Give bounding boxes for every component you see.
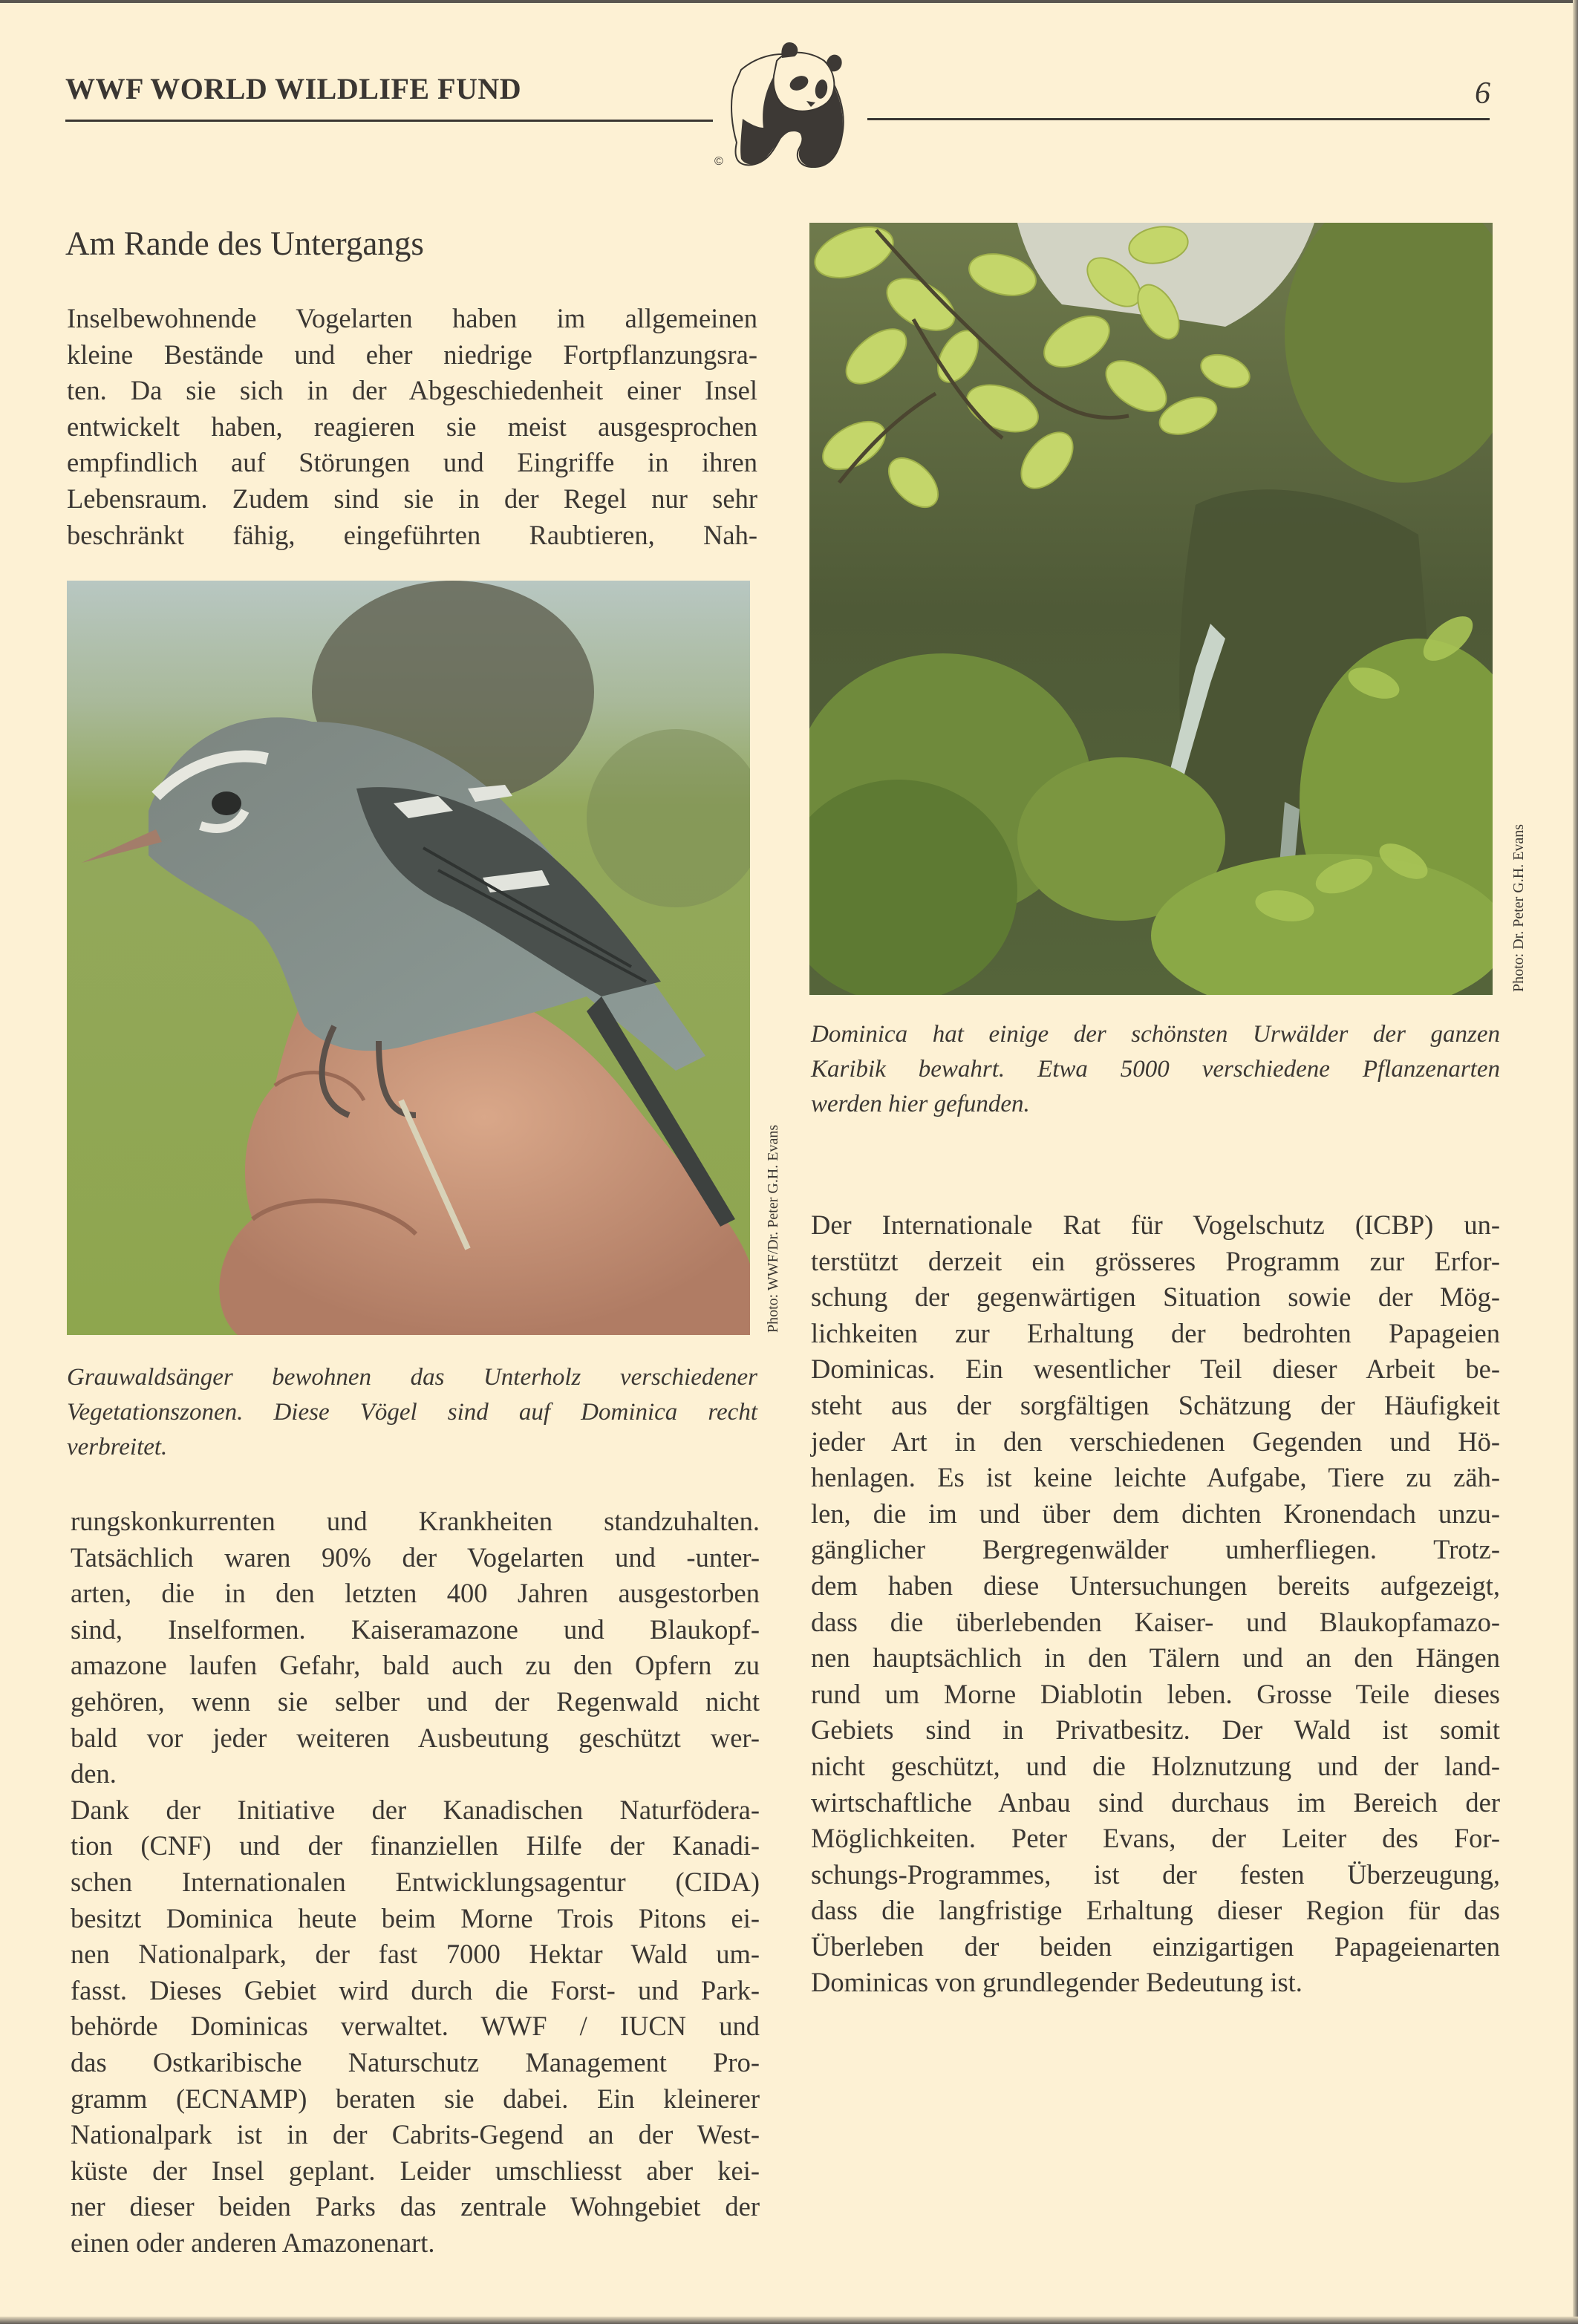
caption-line: Vegetationszonen. Diese Vögel sind auf Dominica recht — [67, 1399, 757, 1426]
text-line: henlagen. Es ist keine leichte Aufgabe, Tiere zu zäh- — [811, 1462, 1500, 1493]
text-line: behörde Dominicas verwaltet. WWF / IUCN und — [71, 2011, 760, 2042]
text-line: Dominicas. Ein wesentlicher Teil dieser Arbeit be- — [811, 1354, 1500, 1385]
text-line: Gebiets sind in Privatbesitz. Der Wald ist somit — [811, 1714, 1500, 1746]
text-line: Der Internationale Rat für Vogelschutz (ICBP) un- — [811, 1210, 1500, 1240]
text-line: schung der gegenwärtigen Situation sowie der Mög- — [811, 1282, 1500, 1313]
text-line: Nationalpark ist in der Cabrits-Gegend an der West- — [71, 2119, 760, 2150]
text-line: lichkeiten zur Erhaltung der bedrohten Papageien — [811, 1317, 1500, 1348]
text-line: den. — [71, 1758, 117, 1789]
text-line: gramm (ECNAMP) beraten sie dabei. Ein kleinerer — [71, 2083, 760, 2114]
bird-photo — [67, 581, 750, 1335]
text-line: rungskonkurrenten und Krankheiten standzuhalten. — [71, 1506, 760, 1536]
right-column-paragraph — [811, 1207, 1500, 2001]
text-line: beschränkt fähig, eingeführten Raubtieren, Nah- — [67, 519, 757, 550]
text-line: gehören, wenn sie selber und der Regenwald nicht — [71, 1685, 760, 1717]
header-title: WWF WORLD WILDLIFE FUND — [65, 72, 522, 105]
text-line: besitzt Dominica heute beim Morne Trois Pitons ei- — [71, 1902, 760, 1933]
caption-line: verbreitet. — [67, 1434, 168, 1460]
caption-line: werden hier gefunden. — [811, 1091, 1030, 1117]
rainforest-waterfall-image — [809, 223, 1493, 995]
text-line: terstützt derzeit ein grösseres Programm zur Erfor- — [811, 1245, 1500, 1276]
text-line: sind, Inselformen. Kaiseramazone und Blaukopf- — [71, 1613, 760, 1645]
text-line: nicht geschützt, und die Holznutzung und der land- — [811, 1750, 1500, 1781]
page-number: 6 — [1475, 76, 1490, 111]
text-line: Dominicas von grundlegender Bedeutung ist. — [811, 1967, 1302, 1998]
text-line: ten. Da sie sich in der Abgeschiedenheit einer Insel — [67, 375, 757, 406]
header-rule — [867, 118, 1490, 120]
text-line: Inselbewohnende Vogelarten haben im allgemeinen — [67, 303, 757, 333]
header-rule — [65, 120, 713, 122]
forest-caption — [811, 1017, 1500, 1122]
text-line: steht aus der sorgfältigen Schätzung der Häufigkeit — [811, 1389, 1500, 1420]
text-line: jeder Art in den verschiedenen Gegenden und Hö- — [811, 1426, 1500, 1457]
text-line: dass die überlebenden Kaiser- und Blaukopfamazo- — [811, 1606, 1500, 1637]
text-line: nen Nationalpark, der fast 7000 Hektar Wald um- — [71, 1939, 760, 1970]
text-line: kleine Bestände und eher niedrige Fortpflanzungsra- — [67, 339, 757, 370]
text-line: bald vor jeder weiteren Ausbeutung geschützt wer- — [71, 1722, 760, 1753]
text-line: Lebensraum. Zudem sind sie in der Regel nur sehr — [67, 483, 757, 514]
text-line: nen hauptsächlich in den Tälern und an den Hängen — [811, 1642, 1500, 1674]
text-line: gänglicher Bergregenwälder umherfliegen. Trotz- — [811, 1534, 1500, 1565]
wwf-panda-logo-icon — [711, 24, 857, 172]
logo-copyright: © — [714, 155, 723, 168]
text-line: tion (CNF) und der finanziellen Hilfe der Kanadi- — [71, 1830, 760, 1861]
text-line: arten, die in den letzten 400 Jahren ausgestorben — [71, 1578, 760, 1609]
caption-line: Grauwaldsänger bewohnen das Unterholz verschiedener — [67, 1364, 757, 1391]
scan-edge-bottom — [0, 2317, 1578, 2324]
text-line: Tatsächlich waren 90% der Vogelarten und -unter- — [71, 1541, 760, 1573]
text-line: len, die im und über dem dichten Kronendach unzu- — [811, 1498, 1500, 1529]
text-line: fasst. Dieses Gebiet wird durch die Forst- und Park- — [71, 1974, 760, 2005]
forest-photo-credit: Photo: Dr. Peter G.H. Evans — [1510, 823, 1527, 992]
text-line: Überleben der beiden einzigartigen Papageienarten — [811, 1930, 1500, 1962]
text-line: schen Internationalen Entwicklungsagentur (CIDA) — [71, 1866, 760, 1897]
text-line: einen oder anderen Amazonenart. — [71, 2227, 435, 2258]
forest-photo — [809, 223, 1493, 995]
text-line: dass die langfristige Erhaltung dieser Region für das — [811, 1895, 1500, 1926]
text-line: schungs-Programmes, ist der festen Überzeugung, — [811, 1858, 1500, 1890]
text-line: wirtschaftliche Anbau sind durchaus im Bereich der — [811, 1786, 1500, 1818]
caption-line: Dominica hat einige der schönsten Urwälder der ganzen — [811, 1021, 1500, 1048]
text-line: entwickelt haben, reagieren sie meist ausgesprochen — [67, 411, 757, 442]
bird-caption — [67, 1360, 757, 1465]
text-line: ner dieser beiden Parks das zentrale Wohngebiet der — [71, 2191, 760, 2222]
text-line: das Ostkaribische Naturschutz Management Pro- — [71, 2046, 760, 2077]
scan-edge-top — [0, 0, 1578, 3]
text-line: Dank der Initiative der Kanadischen Naturfödera- — [71, 1794, 760, 1825]
article-heading: Am Rande des Untergangs — [65, 225, 424, 262]
caption-line: Karibik bewahrt. Etwa 5000 verschiedene Pflanzenarten — [811, 1056, 1500, 1083]
text-line: Möglichkeiten. Peter Evans, der Leiter des For- — [811, 1823, 1500, 1854]
continued-paragraphs — [71, 1504, 760, 2261]
text-line: rund um Morne Diablotin leben. Grosse Teile dieses — [811, 1678, 1500, 1709]
scan-edge-right — [1573, 0, 1578, 2324]
bird-photo-credit: Photo: WWF/Dr. Peter G.H. Evans — [765, 1124, 781, 1333]
grey-warbler-image — [67, 581, 750, 1335]
text-line: küste der Insel geplant. Leider umschliesst aber kei- — [71, 2155, 760, 2186]
text-line: dem haben diese Untersuchungen bereits aufgezeigt, — [811, 1570, 1500, 1601]
text-line: amazone laufen Gefahr, bald auch zu den Opfern zu — [71, 1650, 760, 1681]
text-line: empfindlich auf Störungen und Eingriffe in ihren — [67, 447, 757, 478]
intro-paragraph — [67, 301, 757, 553]
